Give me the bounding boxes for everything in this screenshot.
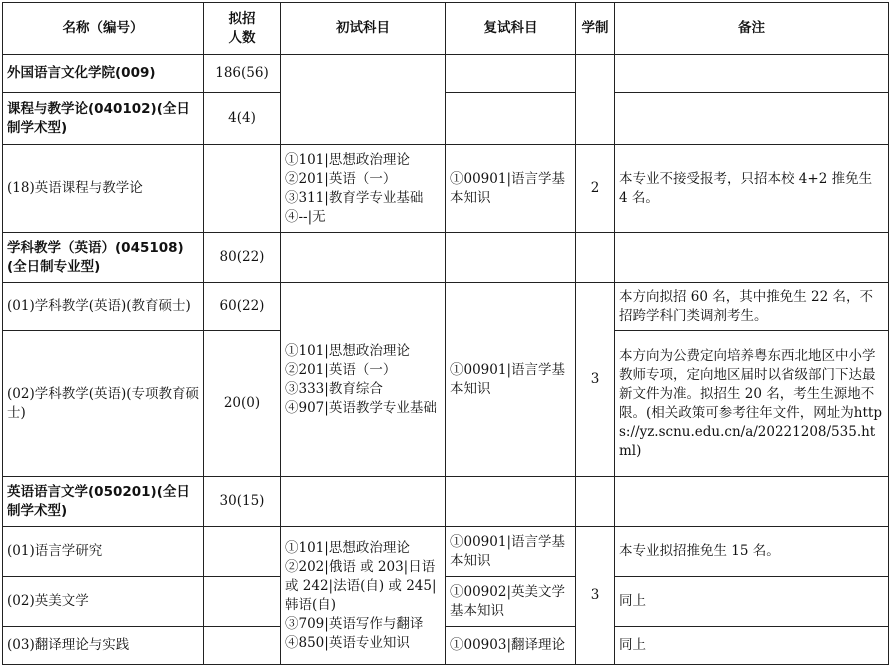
direction-quota: 20(0) xyxy=(204,331,281,477)
note: 本专业不接受报考，只招本校 4+2 推免生 4 名。 xyxy=(615,145,889,233)
retest-subject: ①00901|语言学基本知识 xyxy=(446,283,576,477)
first-exam-subjects xyxy=(281,527,446,665)
major-quota: 30(15) xyxy=(204,477,281,527)
empty-cell xyxy=(446,55,576,93)
empty-cell xyxy=(446,477,576,527)
retest-subject: ①00901|语言学基本知识 xyxy=(446,527,576,577)
direction-row xyxy=(3,145,889,233)
header-row xyxy=(3,3,889,55)
empty-cell xyxy=(281,477,446,527)
major-name: 课程与教学论(040102)(全日制学术型) xyxy=(3,93,204,145)
note: 同上 xyxy=(615,627,889,665)
empty-cell xyxy=(576,55,615,145)
empty-cell xyxy=(204,577,281,627)
exam-subject: ④--|无 xyxy=(285,208,326,225)
header-first-exam: 初试科目 xyxy=(281,3,446,55)
empty-cell xyxy=(615,93,889,145)
college-row xyxy=(3,55,889,93)
direction-name: (18)英语课程与教学论 xyxy=(3,145,204,233)
duration: 3 xyxy=(576,527,615,665)
direction-quota: 60(22) xyxy=(204,283,281,331)
college-name: 外国语言文化学院(009) xyxy=(3,55,204,93)
direction-row xyxy=(3,627,889,665)
major-name: 学科教学（英语）(045108)(全日制专业型) xyxy=(3,233,204,283)
exam-subject: ③709|英语写作与翻译 xyxy=(285,615,424,632)
exam-subject: ①101|思想政治理论 xyxy=(285,151,410,168)
first-exam-subjects xyxy=(281,283,446,477)
retest-subject: ①00903|翻译理论 xyxy=(446,627,576,665)
direction-name: (01)语言学研究 xyxy=(3,527,204,577)
direction-name: (02)学科教学(英语)(专项教育硕士) xyxy=(3,331,204,477)
empty-cell xyxy=(446,233,576,283)
direction-row xyxy=(3,283,889,331)
exam-subject: ④907|英语教学专业基础 xyxy=(285,399,437,416)
retest-subject: ①00901|语言学基本知识 xyxy=(446,145,576,233)
empty-cell xyxy=(576,233,615,283)
major-row xyxy=(3,93,889,145)
empty-cell xyxy=(615,55,889,93)
exam-subject: ②201|英语（一） xyxy=(285,170,397,187)
major-row xyxy=(3,233,889,283)
note: 本专业拟招推免生 15 名。 xyxy=(615,527,889,577)
note: 同上 xyxy=(615,577,889,627)
empty-cell xyxy=(204,145,281,233)
empty-cell xyxy=(204,527,281,577)
exam-subject: ③333|教育综合 xyxy=(285,380,383,397)
exam-subject: ①101|思想政治理论 xyxy=(285,342,410,359)
direction-row xyxy=(3,527,889,577)
empty-cell xyxy=(576,477,615,527)
note-text: 本方向为公费定向培养粤东西北地区中小学教师专项，定向地区届时以省级部门下达最新文件为准。拟招生 20 名，考生生源地不限。(相关政策可参考往年文件，网址为 xyxy=(619,347,876,421)
major-quota: 4(4) xyxy=(204,93,281,145)
exam-subject: ③311|教育学专业基础 xyxy=(285,189,424,206)
duration: 3 xyxy=(576,283,615,477)
exam-subject: ②201|英语（一） xyxy=(285,361,397,378)
exam-subject: ④850|英语专业知识 xyxy=(285,634,410,651)
empty-cell xyxy=(615,477,889,527)
note xyxy=(615,331,889,477)
major-row xyxy=(3,477,889,527)
direction-row xyxy=(3,577,889,627)
empty-cell xyxy=(446,93,576,145)
header-notes: 备注 xyxy=(615,3,889,55)
exam-subject: ②202|俄语 或 203|日语 或 242|法语(自) 或 245|韩语(自) xyxy=(285,558,437,613)
note: 本方向拟招 60 名，其中推免生 22 名，不招跨学科门类调剂考生。 xyxy=(615,283,889,331)
duration: 2 xyxy=(576,145,615,233)
first-exam-subjects xyxy=(281,145,446,233)
admissions-table xyxy=(2,2,889,665)
direction-name: (02)英美文学 xyxy=(3,577,204,627)
empty-cell xyxy=(281,55,446,145)
major-quota: 80(22) xyxy=(204,233,281,283)
empty-cell xyxy=(204,627,281,665)
note-url: https://yz.scnu.edu.cn/a/20221208/535.html) xyxy=(619,404,882,459)
retest-subject: ①00902|英美文学基本知识 xyxy=(446,577,576,627)
direction-name: (01)学科教学(英语)(教育硕士) xyxy=(3,283,204,331)
empty-cell xyxy=(615,233,889,283)
college-quota: 186(56) xyxy=(204,55,281,93)
direction-name: (03)翻译理论与实践 xyxy=(3,627,204,665)
major-name: 英语语言文学(050201)(全日制学术型) xyxy=(3,477,204,527)
header-duration: 学制 xyxy=(576,3,615,55)
empty-cell xyxy=(281,233,446,283)
exam-subject: ①101|思想政治理论 xyxy=(285,539,410,556)
header-name: 名称（编号） xyxy=(3,3,204,55)
header-quota: 拟招人数 xyxy=(204,3,281,55)
header-retest: 复试科目 xyxy=(446,3,576,55)
